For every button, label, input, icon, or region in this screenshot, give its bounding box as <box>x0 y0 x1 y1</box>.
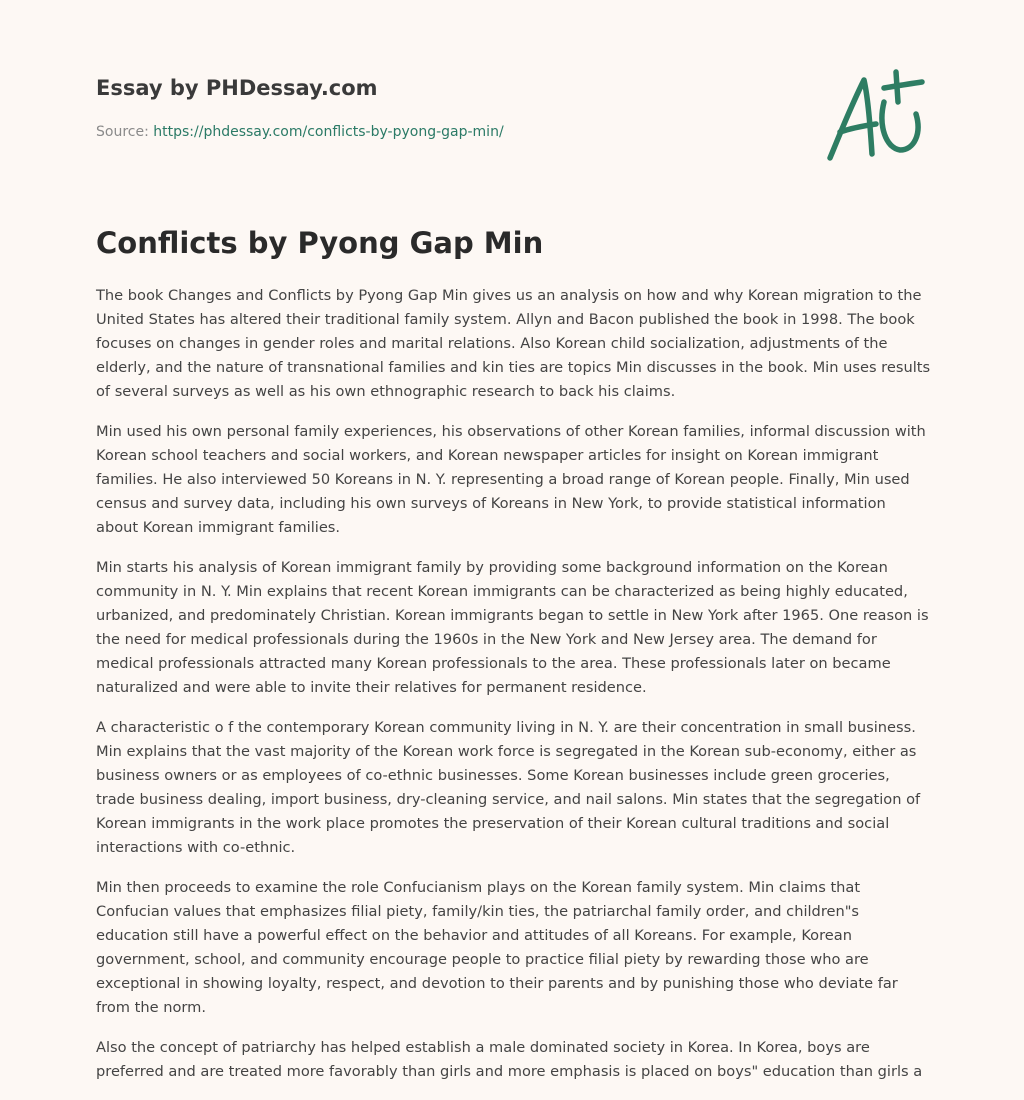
essay-paragraph: A characteristic o f the contemporary Korean community living in N. Y. are their concentration in small business. Min explains that the vast majority of the Korean work force is segregated in the Korean sub-economy, either as business owners or as employees of co-ethnic businesses. Some Korean businesses include green groceries, trade business dealing, import business, dry-cleaning service, and nail salons. Min states that the segregation of Korean immigrants in the work place promotes the preservation of their Korean cultural traditions and social interactions with co-ethnic. <box>96 719 921 856</box>
source-label: Source: <box>96 124 154 140</box>
essay-paragraph: Min used his own personal family experiences, his observations of other Korean families, informal discussion with Korean school teachers and social workers, and Korean newspaper articles for insight on Korean immigrant families. He also interviewed 50 Koreans in N. Y. representing a broad range of Korean people. Finally, Min used census and survey data, including his own surveys of Koreans in New York, to provide statistical information about Korean immigrant families. <box>96 423 926 536</box>
essay-body <box>96 284 932 1100</box>
essay-paragraph: Min starts his analysis of Korean immigrant family by providing some background information on the Korean community in N. Y. Min explains that recent Korean immigrants can be characterized as being highly educated, urbanized, and predominately Christian. Korean immigrants began to settle in New York after 1965. One reason is the need for medical professionals during the 1960s in the New York and New Jersey area. The demand for medical professionals attracted many Korean professionals to the area. These professionals later on became naturalized and were able to invite their relatives for permanent residence. <box>96 559 929 696</box>
source-link[interactable]: https://phdessay.com/conflicts-by-pyong-gap-min/ <box>153 124 504 140</box>
essay-paragraph: The book Changes and Conflicts by Pyong Gap Min gives us an analysis on how and why Korean migration to the United States has altered their traditional family system. Allyn and Bacon published the book in 1998. The book focuses on changes in gender roles and marital relations. Also Korean child socialization, adjustments of the elderly, and the nature of transnational families and kin ties are topics Min discusses in the book. Min uses results of several surveys as well as his own ethnographic research to back his claims. <box>96 287 931 400</box>
essay-title: Conflicts by Pyong Gap Min <box>96 226 544 260</box>
essay-paragraph: Min then proceeds to examine the role Confucianism plays on the Korean family system. Min claims that Confucian values that emphasizes filial piety, family/kin ties, the patriarchal family order, and children"s education still have a powerful effect on the behavior and attitudes of all Koreans. For example, Korean government, school, and community encourage people to practice filial piety by rewarding those who are exceptional in showing loyalty, respect, and devotion to their parents and by punishing those who deviate far from the norm. <box>96 879 898 1016</box>
essay-paragraph: Also the concept of patriarchy has helped establish a male dominated society in Korea. In Korea, boys are preferred and are treated more favorably than girls and more emphasis is placed on boys" education than girls a <box>96 1039 923 1080</box>
a-plus-grade-icon <box>826 68 926 164</box>
source-line <box>96 124 504 140</box>
brand-title: Essay by PHDessay.com <box>96 76 378 100</box>
